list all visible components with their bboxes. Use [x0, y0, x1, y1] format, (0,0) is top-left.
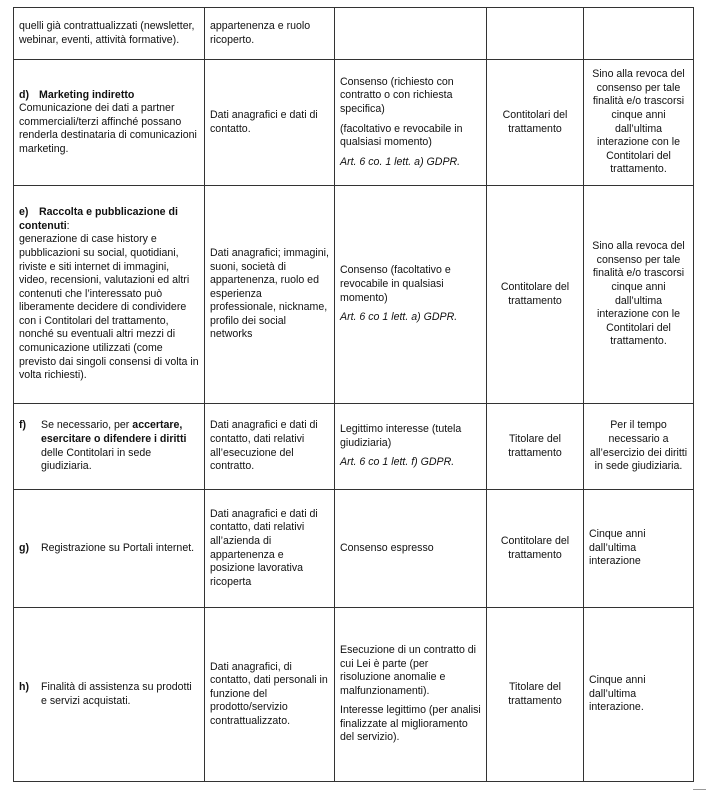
purpose-cell — [14, 186, 205, 404]
role-cell — [487, 608, 584, 782]
role-text: Contitolare del trattamento — [500, 280, 570, 307]
table-row — [14, 608, 694, 782]
legal-basis-cell — [335, 8, 487, 60]
retention-text: Cinque anni dall’ultima interazione — [589, 528, 646, 568]
purpose-cell — [14, 60, 205, 186]
role-cell — [487, 186, 584, 404]
retention-cell — [584, 60, 694, 186]
purpose-text: Comunicazione dei dati a partner commerciali/terzi affinché possano renderla destinataria di comunicazioni marketing. — [19, 102, 197, 155]
purpose-cell — [14, 490, 205, 608]
purpose-text: Registrazione su Portali internet. — [41, 541, 195, 554]
legal-basis-cell — [335, 490, 487, 608]
purpose-cell — [14, 608, 205, 782]
data-category-cell — [205, 60, 335, 186]
purpose-title: Marketing indiretto — [39, 88, 135, 101]
data-processing-table — [13, 7, 694, 782]
role-cell — [487, 404, 584, 490]
data-category-text: Dati anagrafici e dati di contatto, dati relativi all’esecuzione del contratto. — [210, 419, 318, 473]
legal-basis-text: Legittimo interesse (tutela giudiziaria) — [340, 423, 462, 449]
legal-basis-text: Consenso espresso — [340, 541, 434, 554]
table-row — [14, 60, 694, 186]
role-text: Titolare del trattamento — [508, 432, 562, 459]
data-category-cell — [205, 490, 335, 608]
retention-cell — [584, 490, 694, 608]
retention-text: Cinque anni dall’ultima interazione. — [589, 674, 646, 714]
table-row — [14, 490, 694, 608]
role-text: Contitolari del trattamento — [502, 108, 568, 135]
row-letter: f) — [19, 419, 27, 432]
table-row — [14, 404, 694, 490]
legal-basis-cell — [335, 608, 487, 782]
retention-cell — [584, 8, 694, 60]
legal-basis-note: Interesse legittimo (per analisi finalizzate al miglioramento del servizio). — [340, 704, 481, 744]
role-text: Contitolare del trattamento — [500, 534, 570, 561]
table-row — [14, 186, 694, 404]
legal-basis-text: Consenso (facoltativo e revocabile in qualsiasi momento) — [340, 264, 451, 304]
data-category-text: Dati anagrafici; immagini, suoni, società di appartenenza, ruolo ed esperienza professionale, nickname, profilo dei social networks — [210, 246, 329, 341]
retention-cell — [584, 608, 694, 782]
purpose-text: Se necessario, per accertare, esercitare o difendere i diritti delle Contitolari in sede giudiziaria. — [41, 419, 187, 473]
legal-basis-reference: Art. 6 co 1 lett. a) GDPR. — [340, 311, 458, 324]
retention-text: Sino alla revoca del consenso per tale finalità e/o trascorsi cinque anni dall’ultima interazione con le Contitolari del trattamento. — [592, 68, 685, 176]
purpose-text: Finalità di assistenza su prodotti e servizi acquistati. — [41, 680, 192, 707]
data-category-cell — [205, 608, 335, 782]
row-letter: d) — [19, 88, 29, 101]
data-category-cell — [205, 8, 335, 60]
legal-basis-text: Consenso (richiesto con contratto o con richiesta specifica) — [340, 75, 454, 115]
legal-basis-note: (facoltativo e revocabile in qualsiasi momento) — [340, 122, 463, 149]
legal-basis-cell — [335, 186, 487, 404]
purpose-line — [19, 681, 199, 708]
legal-basis-reference: Art. 6 co 1 lett. f) GDPR. — [340, 456, 455, 469]
table-row — [14, 8, 694, 60]
purpose-text: generazione di case history e pubblicazioni su social, quotidiani, riviste e siti internet di immagini, video, recensioni, valutazioni ed altri contenuti che l’interessato può liberamente decidere di condividere con i Contitolari del trattamento, nonché su eventuali altri mezzi di comunicazione utilizzati (come previsto dai singoli consensi di volta in volta richiesti). — [19, 233, 199, 382]
data-category-text: Dati anagrafici e dati di contatto, dati relativi all’azienda di appartenenza e posizione lavorativa ricoperta — [210, 507, 318, 588]
purpose-cell — [14, 8, 205, 60]
data-category-text: Dati anagrafici e dati di contatto. — [210, 108, 318, 135]
purpose-line — [19, 419, 199, 473]
retention-cell — [584, 186, 694, 404]
legal-basis-cell — [335, 404, 487, 490]
role-cell — [487, 8, 584, 60]
purpose-line — [19, 542, 199, 556]
retention-text: Per il tempo necessario a all’esercizio dei diritti in sede giudiziaria. — [589, 419, 688, 473]
data-category-text: Dati anagrafici, di contatto, dati personali in funzione del prodotto/servizio contrattualizzato. — [210, 660, 328, 727]
purpose-text: quelli già contrattualizzati (newsletter, webinar, eventi, attività formative). — [19, 19, 195, 46]
purpose-title: Raccolta e pubblicazione di contenuti — [19, 206, 178, 232]
row-letter: g) — [19, 541, 29, 554]
retention-text: Sino alla revoca del consenso per tale finalità e/o trascorsi cinque anni dall’ultima interazione con le Contitolari del trattamento. — [592, 240, 685, 348]
data-category-cell — [205, 186, 335, 404]
purpose-title-suffix: : — [66, 219, 70, 232]
legal-basis-cell — [335, 60, 487, 186]
legal-basis-reference: Art. 6 co. 1 lett. a) GDPR. — [340, 155, 461, 168]
role-text: Titolare del trattamento — [508, 680, 562, 707]
data-category-text: appartenenza e ruolo ricoperto. — [210, 19, 311, 46]
role-cell — [487, 60, 584, 186]
row-letter: e) — [19, 206, 29, 219]
data-category-cell — [205, 404, 335, 490]
purpose-cell — [14, 404, 205, 490]
row-letter: h) — [19, 680, 29, 693]
legal-basis-text: Esecuzione di un contratto di cui Lei è parte (per risoluzione anomalie e malfunzionamenti). — [340, 643, 477, 697]
role-cell — [487, 490, 584, 608]
retention-cell — [584, 404, 694, 490]
purpose-heading — [19, 89, 199, 103]
purpose-heading — [19, 206, 199, 233]
